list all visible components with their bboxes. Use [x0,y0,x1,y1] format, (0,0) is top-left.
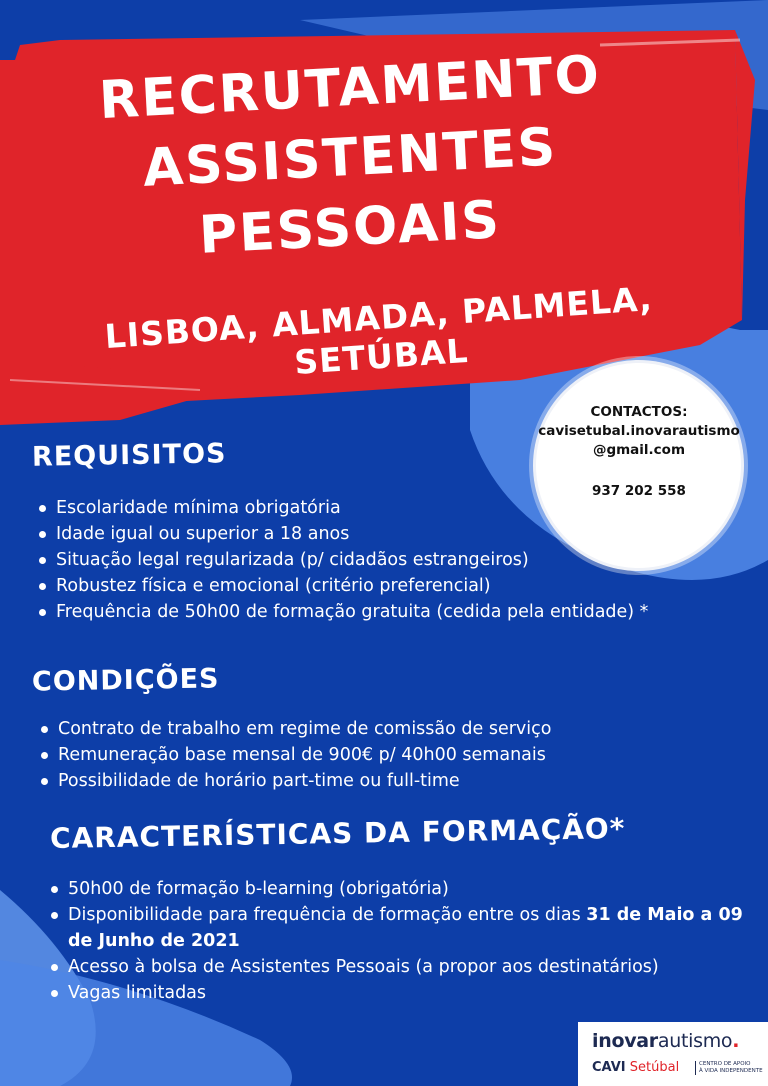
logo-subtitle [695,1061,763,1075]
condicoes-heading: CONDIÇÕES [31,663,220,698]
formacao-heading: CARACTERÍSTICAS DA FORMAÇÃO* [49,811,626,856]
title-line-3: PESSOAIS [197,190,503,266]
inovarautismo-logo [578,1022,768,1086]
logo-sub-line1: CENTRO DE APOIO [699,1061,751,1067]
list-item: 50h00 de formação b-learning (obrigatória) [48,876,758,902]
dates-text: Disponibilidade para frequência de formação entre os dias [68,905,587,925]
list-item: Contrato de trabalho em regime de comissão de serviço [38,716,551,742]
list-item: Situação legal regularizada (p/ cidadãos estrangeiros) [36,547,648,573]
logo-brand-bold: inovar [592,1030,658,1052]
list-item: Remuneração base mensal de 900€ p/ 40h00 semanais [38,742,551,768]
contact-phone[interactable]: 937 202 558 [592,483,686,499]
requisitos-heading: REQUISITOS [31,438,227,473]
title-line-2: ASSISTENTES [141,117,559,199]
list-item: Robustez física e emocional (critério preferencial) [36,573,648,599]
logo-sub-line2: À VIDA INDEPENDENTE [699,1068,763,1074]
title-line-1: RECRUTAMENTO [97,44,603,132]
logo-brand-light: autismo [657,1030,733,1052]
list-item: Acesso à bolsa de Assistentes Pessoais (a propor aos destinatários) [48,954,758,980]
list-item: Vagas limitadas [48,980,758,1006]
contact-email-line1[interactable]: cavisetubal.inovarautismo [538,423,740,439]
logo-cavi-text: CAVI [592,1060,626,1075]
list-item-dates [48,902,758,954]
list-item: Escolaridade mínima obrigatória [36,495,648,521]
dates-bold: 31 de Maio a 09 de Junho de 2021 [68,905,743,951]
logo-cavi [592,1060,679,1075]
formacao-list [48,876,758,1006]
contact-info [530,403,748,501]
cities-subtitle: LISBOA, ALMADA, PALMELA, SETÚBAL [103,278,654,382]
requisitos-list [36,495,648,625]
logo-brand-dot: . [732,1030,740,1052]
list-item: Frequência de 50h00 de formação gratuita (cedida pela entidade) * [36,599,648,625]
logo-brand [592,1030,739,1052]
contact-label: CONTACTOS: [590,404,688,420]
contact-email-line2[interactable]: @gmail.com [592,442,686,458]
condicoes-list [38,716,551,794]
logo-setubal-text: Setúbal [629,1060,680,1075]
list-item: Possibilidade de horário part-time ou full-time [38,768,551,794]
list-item: Idade igual ou superior a 18 anos [36,521,648,547]
